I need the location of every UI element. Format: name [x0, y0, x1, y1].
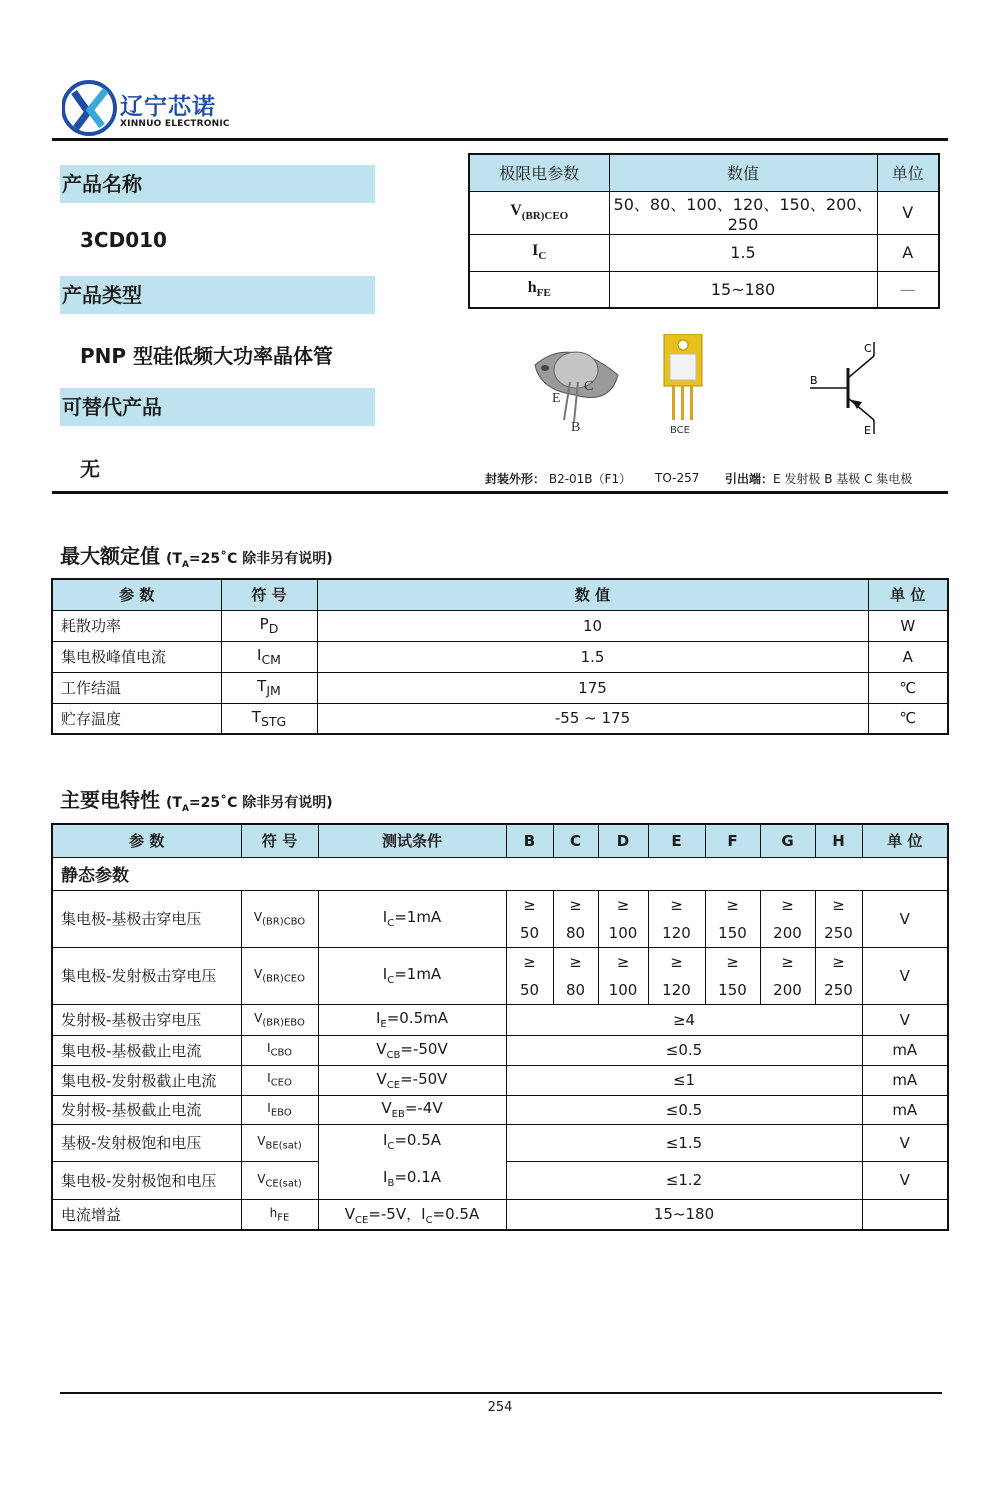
footer-rule: [60, 1392, 942, 1394]
replacement-label: 可替代产品: [60, 388, 375, 426]
ele-condition: $V_{CE}=-5V$，$I_C=0.5A$: [318, 1199, 506, 1230]
table-row: [52, 1004, 948, 1035]
ele-symbol: $I_{CEO}$: [241, 1065, 318, 1095]
ele-header-grade-d: D: [598, 824, 648, 857]
product-type: PNP 型硅低频大功率晶体管: [80, 344, 334, 368]
ele-grade-value: ≥ 50: [506, 947, 553, 1004]
limit-value: 15~180: [609, 271, 877, 308]
ele-param: 发射极-基极击穿电压: [52, 1004, 241, 1035]
max-unit: W: [868, 610, 948, 641]
ele-unit: V: [862, 1162, 948, 1200]
ele-condition: $I_C=0.5A$ $I_B=0.1A$: [318, 1124, 506, 1199]
schematic-label-b: B: [810, 374, 818, 387]
ele-param: 发射极-基极截止电流: [52, 1095, 241, 1124]
pin-label-e: E: [552, 391, 561, 406]
table-row: [52, 610, 948, 641]
table-row: [52, 641, 948, 672]
brand-name-cn: 辽宁芯诺: [120, 94, 216, 120]
ele-value: ≤1: [506, 1065, 862, 1095]
package-b2: B2-01B（F1）: [548, 472, 632, 486]
ele-symbol: $V_{(BR)EBO}$: [241, 1004, 318, 1035]
ele-value: ≤0.5: [506, 1095, 862, 1124]
table-row: [52, 947, 948, 1004]
package-caption: [485, 470, 631, 487]
to257-pin-label: BCE: [670, 425, 690, 436]
ele-grade-value: ≥ 250: [815, 890, 862, 947]
table-row: [52, 1095, 948, 1124]
ele-grade-value: ≥ 200: [760, 947, 815, 1004]
ele-grade-value: ≥ 80: [553, 947, 598, 1004]
ele-grade-value: ≥ 50: [506, 890, 553, 947]
package-caption-prefix: 封装外形：: [485, 472, 546, 486]
ele-symbol: $V_{(BR)CBO}$: [241, 890, 318, 947]
ele-param: 基极-发射极饱和电压: [52, 1124, 241, 1162]
max-unit: A: [868, 641, 948, 672]
static-params-group: 静态参数: [52, 857, 948, 890]
table-row: [52, 890, 948, 947]
ele-grade-value: ≥ 150: [705, 947, 760, 1004]
ele-condition: $I_E=0.5mA$: [318, 1004, 506, 1035]
limit-parameters-table: [468, 153, 940, 309]
ele-param: 集电极-发射极饱和电压: [52, 1162, 241, 1200]
product-name-label: 产品名称: [60, 165, 375, 203]
ele-condition: $V_{CE}=-50V$: [318, 1065, 506, 1095]
pin-label-c: C: [584, 379, 594, 394]
ele-header-symbol: 符 号: [241, 824, 318, 857]
header-rule: [52, 138, 948, 141]
max-header-param: 参 数: [52, 579, 221, 610]
replacement-value: 无: [80, 457, 100, 481]
ele-header-grade-f: F: [705, 824, 760, 857]
table-row: [52, 1065, 948, 1095]
electrical-table: [51, 823, 949, 1231]
package-to257: TO-257: [655, 471, 700, 485]
max-unit: ℃: [868, 672, 948, 703]
limit-header-unit: 单位: [877, 154, 939, 191]
ele-grade-value: ≥ 200: [760, 890, 815, 947]
product-name: 3CD010: [80, 228, 167, 252]
max-header-unit: 单 位: [868, 579, 948, 610]
ele-header-grade-g: G: [760, 824, 815, 857]
ele-condition: $V_{EB}=-4V$: [318, 1095, 506, 1124]
ele-param: 集电极-发射极截止电流: [52, 1065, 241, 1095]
max-value: 1.5: [317, 641, 868, 672]
max-param: 耗散功率: [52, 610, 221, 641]
ele-condition: $I_C=1mA$: [318, 890, 506, 947]
limit-symbol: $V_{(BR)CEO}$: [469, 191, 609, 234]
ele-value: 15~180: [506, 1199, 862, 1230]
limit-symbol: $I_C$: [469, 234, 609, 271]
ele-header-grade-e: E: [648, 824, 705, 857]
pins-prefix: 引出端：: [725, 472, 774, 486]
limit-unit: —: [877, 271, 939, 308]
ele-param: 电流增益: [52, 1199, 241, 1230]
ele-value: ≤1.2: [506, 1162, 862, 1200]
limit-unit: A: [877, 234, 939, 271]
ele-symbol: $I_{EBO}$: [241, 1095, 318, 1124]
ele-param: 集电极-发射极击穿电压: [52, 947, 241, 1004]
table-row: [469, 271, 939, 308]
ele-param: 集电极-基极击穿电压: [52, 890, 241, 947]
max-symbol: $I_{CM}$: [221, 641, 317, 672]
ele-grade-value: ≥ 120: [648, 947, 705, 1004]
schematic-label-e: E: [864, 424, 871, 437]
ele-symbol: $V_{BE(sat)}$: [241, 1124, 318, 1162]
ele-unit: mA: [862, 1035, 948, 1065]
pnp-schematic-symbol: [806, 338, 896, 438]
max-param: 贮存温度: [52, 703, 221, 734]
ele-grade-value: ≥ 150: [705, 890, 760, 947]
ele-param: 集电极-基极截止电流: [52, 1035, 241, 1065]
electrical-title: 主要电特性 ($T_A=25˚C$ 除非另有说明): [60, 788, 333, 814]
ele-grade-value: ≥ 80: [553, 890, 598, 947]
to257-package-image: [660, 334, 708, 438]
product-type-label: 产品类型: [60, 276, 375, 314]
max-value: 10: [317, 610, 868, 641]
table-row: [469, 234, 939, 271]
table-row: [52, 703, 948, 734]
limit-value: 1.5: [609, 234, 877, 271]
max-value: -55 ~ 175: [317, 703, 868, 734]
ele-symbol: $I_{CBO}$: [241, 1035, 318, 1065]
max-symbol: $P_D$: [221, 610, 317, 641]
table-row: [52, 1035, 948, 1065]
max-param: 工作结温: [52, 672, 221, 703]
ele-grade-value: ≥ 100: [598, 947, 648, 1004]
limit-unit: V: [877, 191, 939, 234]
ele-unit: V: [862, 890, 948, 947]
metal-can-package-image: [530, 340, 625, 435]
ele-condition: $I_C=1mA$: [318, 947, 506, 1004]
ele-value: ≥4: [506, 1004, 862, 1035]
max-unit: ℃: [868, 703, 948, 734]
ele-condition: $V_{CB}=-50V$: [318, 1035, 506, 1065]
table-row: [52, 1199, 948, 1230]
pin-description: [725, 470, 912, 487]
limit-value: 50、80、100、120、150、200、250: [609, 191, 877, 234]
ele-unit: mA: [862, 1065, 948, 1095]
max-symbol: $T_{STG}$: [221, 703, 317, 734]
max-value: 175: [317, 672, 868, 703]
ele-value: ≤0.5: [506, 1035, 862, 1065]
ele-unit: V: [862, 1004, 948, 1035]
ele-unit: V: [862, 1124, 948, 1162]
ele-header-condition: 测试条件: [318, 824, 506, 857]
max-param: 集电极峰值电流: [52, 641, 221, 672]
limit-header-param: 极限电参数: [469, 154, 609, 191]
max-ratings-title: 最大额定值 ($T_A=25˚C$ 除非另有说明): [60, 544, 333, 570]
ele-symbol: $V_{CE(sat)}$: [241, 1162, 318, 1200]
ele-symbol: $h_{FE}$: [241, 1199, 318, 1230]
max-header-symbol: 符 号: [221, 579, 317, 610]
ele-grade-value: ≥ 100: [598, 890, 648, 947]
ele-header-param: 参 数: [52, 824, 241, 857]
schematic-label-c: C: [864, 342, 872, 355]
ele-header-grade-h: H: [815, 824, 862, 857]
limit-header-value: 数值: [609, 154, 877, 191]
ele-header-grade-b: B: [506, 824, 553, 857]
pins-desc: E 发射极 B 基极 C 集电极: [773, 472, 913, 486]
limit-symbol: $h_{FE}$: [469, 271, 609, 308]
ele-header-unit: 单 位: [862, 824, 948, 857]
ele-unit: V: [862, 947, 948, 1004]
max-ratings-table: [51, 578, 949, 735]
ele-grade-value: ≥ 250: [815, 947, 862, 1004]
ele-grade-value: ≥ 120: [648, 890, 705, 947]
ele-symbol: $V_{(BR)CEO}$: [241, 947, 318, 1004]
table-row: [52, 672, 948, 703]
ele-header-grade-c: C: [553, 824, 598, 857]
pin-label-b: B: [571, 420, 581, 435]
max-header-value: 数 值: [317, 579, 868, 610]
brand-name-en: XINNUO ELECTRONIC: [120, 119, 230, 129]
ele-value: ≤1.5: [506, 1124, 862, 1162]
table-row: [469, 191, 939, 234]
table-row: [52, 1124, 948, 1162]
ele-unit: [862, 1199, 948, 1230]
max-symbol: $T_{JM}$: [221, 672, 317, 703]
page-number: 254: [487, 1400, 513, 1415]
section-rule: [52, 491, 948, 494]
ele-unit: mA: [862, 1095, 948, 1124]
